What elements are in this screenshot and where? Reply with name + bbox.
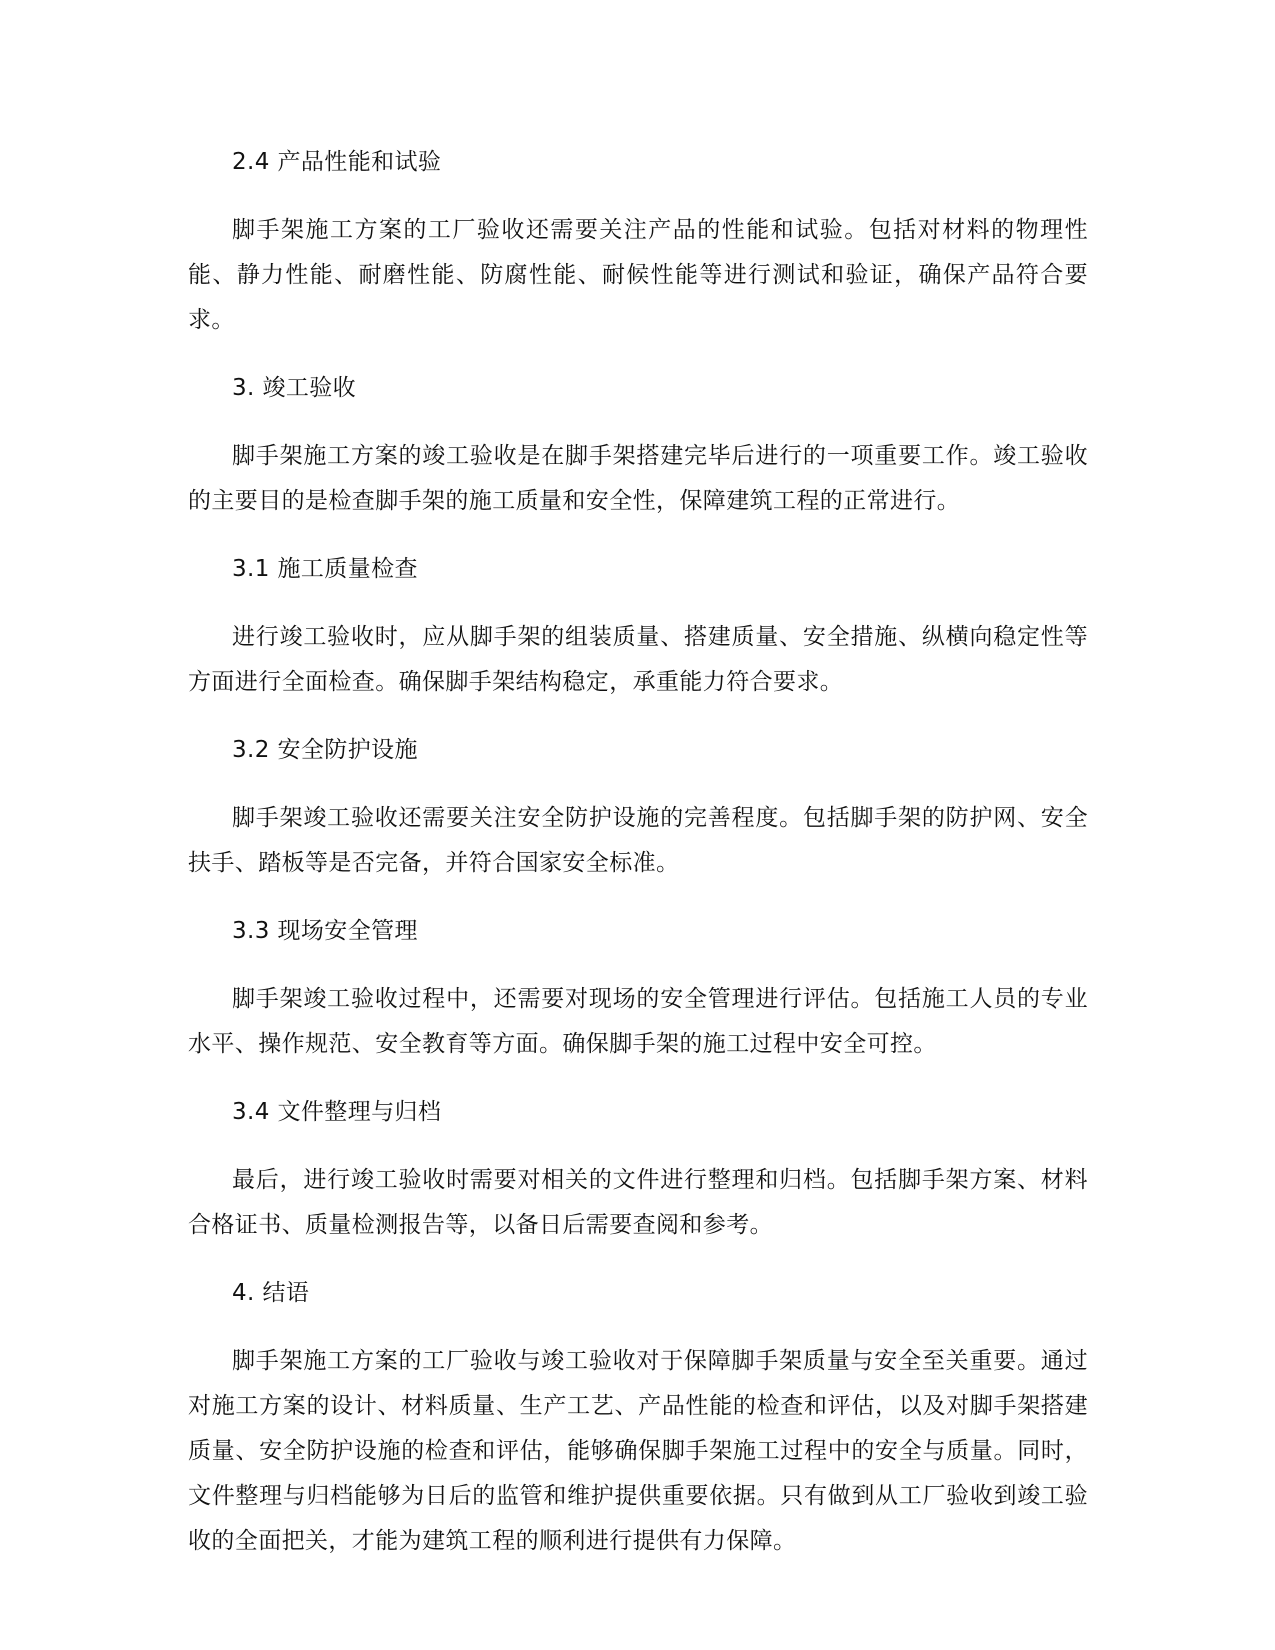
paragraph-document-archiving: 最后，进行竣工验收时需要对相关的文件进行整理和归档。包括脚手架方案、材料合格证书、质量检测报告等，以备日后需要查阅和参考。 (188, 1167, 1088, 1238)
document-body (188, 140, 1088, 1587)
section-heading-2-4: 2.4 产品性能和试验 (232, 149, 442, 175)
section-heading-3-1: 3.1 施工质量检查 (232, 556, 418, 582)
paragraph-site-safety: 脚手架竣工验收过程中，还需要对现场的安全管理进行评估。包括施工人员的专业水平、操作规范、安全教育等方面。确保脚手架的施工过程中安全可控。 (188, 986, 1088, 1057)
paragraph-safety-facilities: 脚手架竣工验收还需要关注安全防护设施的完善程度。包括脚手架的防护网、安全扶手、踏板等是否完备，并符合国家安全标准。 (188, 805, 1088, 876)
paragraph-completion-acceptance: 脚手架施工方案的竣工验收是在脚手架搭建完毕后进行的一项重要工作。竣工验收的主要目的是检查脚手架的施工质量和安全性，保障建筑工程的正常进行。 (188, 443, 1088, 514)
section-heading-4: 4. 结语 (232, 1280, 310, 1306)
section-heading-3-4: 3.4 文件整理与归档 (232, 1099, 442, 1125)
section-heading-3: 3. 竣工验收 (232, 375, 357, 401)
section-heading-3-3: 3.3 现场安全管理 (232, 918, 418, 944)
section-heading-3-2: 3.2 安全防护设施 (232, 737, 418, 763)
paragraph-conclusion: 脚手架施工方案的工厂验收与竣工验收对于保障脚手架质量与安全至关重要。通过对施工方案的设计、材料质量、生产工艺、产品性能的检查和评估，以及对脚手架搭建质量、安全防护设施的检查和评估，能够确保脚手架施工过程中的安全与质量。同时，文件整理与归档能够为日后的监管和维护提供重要依据。只有做到从工厂验收到竣工验收的全面把关，才能为建筑工程的顺利进行提供有力保障。 (188, 1348, 1088, 1554)
paragraph-product-performance: 脚手架施工方案的工厂验收还需要关注产品的性能和试验。包括对材料的物理性能、静力性能、耐磨性能、防腐性能、耐候性能等进行测试和验证，确保产品符合要求。 (188, 217, 1088, 333)
paragraph-quality-inspection: 进行竣工验收时，应从脚手架的组装质量、搭建质量、安全措施、纵横向稳定性等方面进行全面检查。确保脚手架结构稳定，承重能力符合要求。 (188, 624, 1088, 695)
